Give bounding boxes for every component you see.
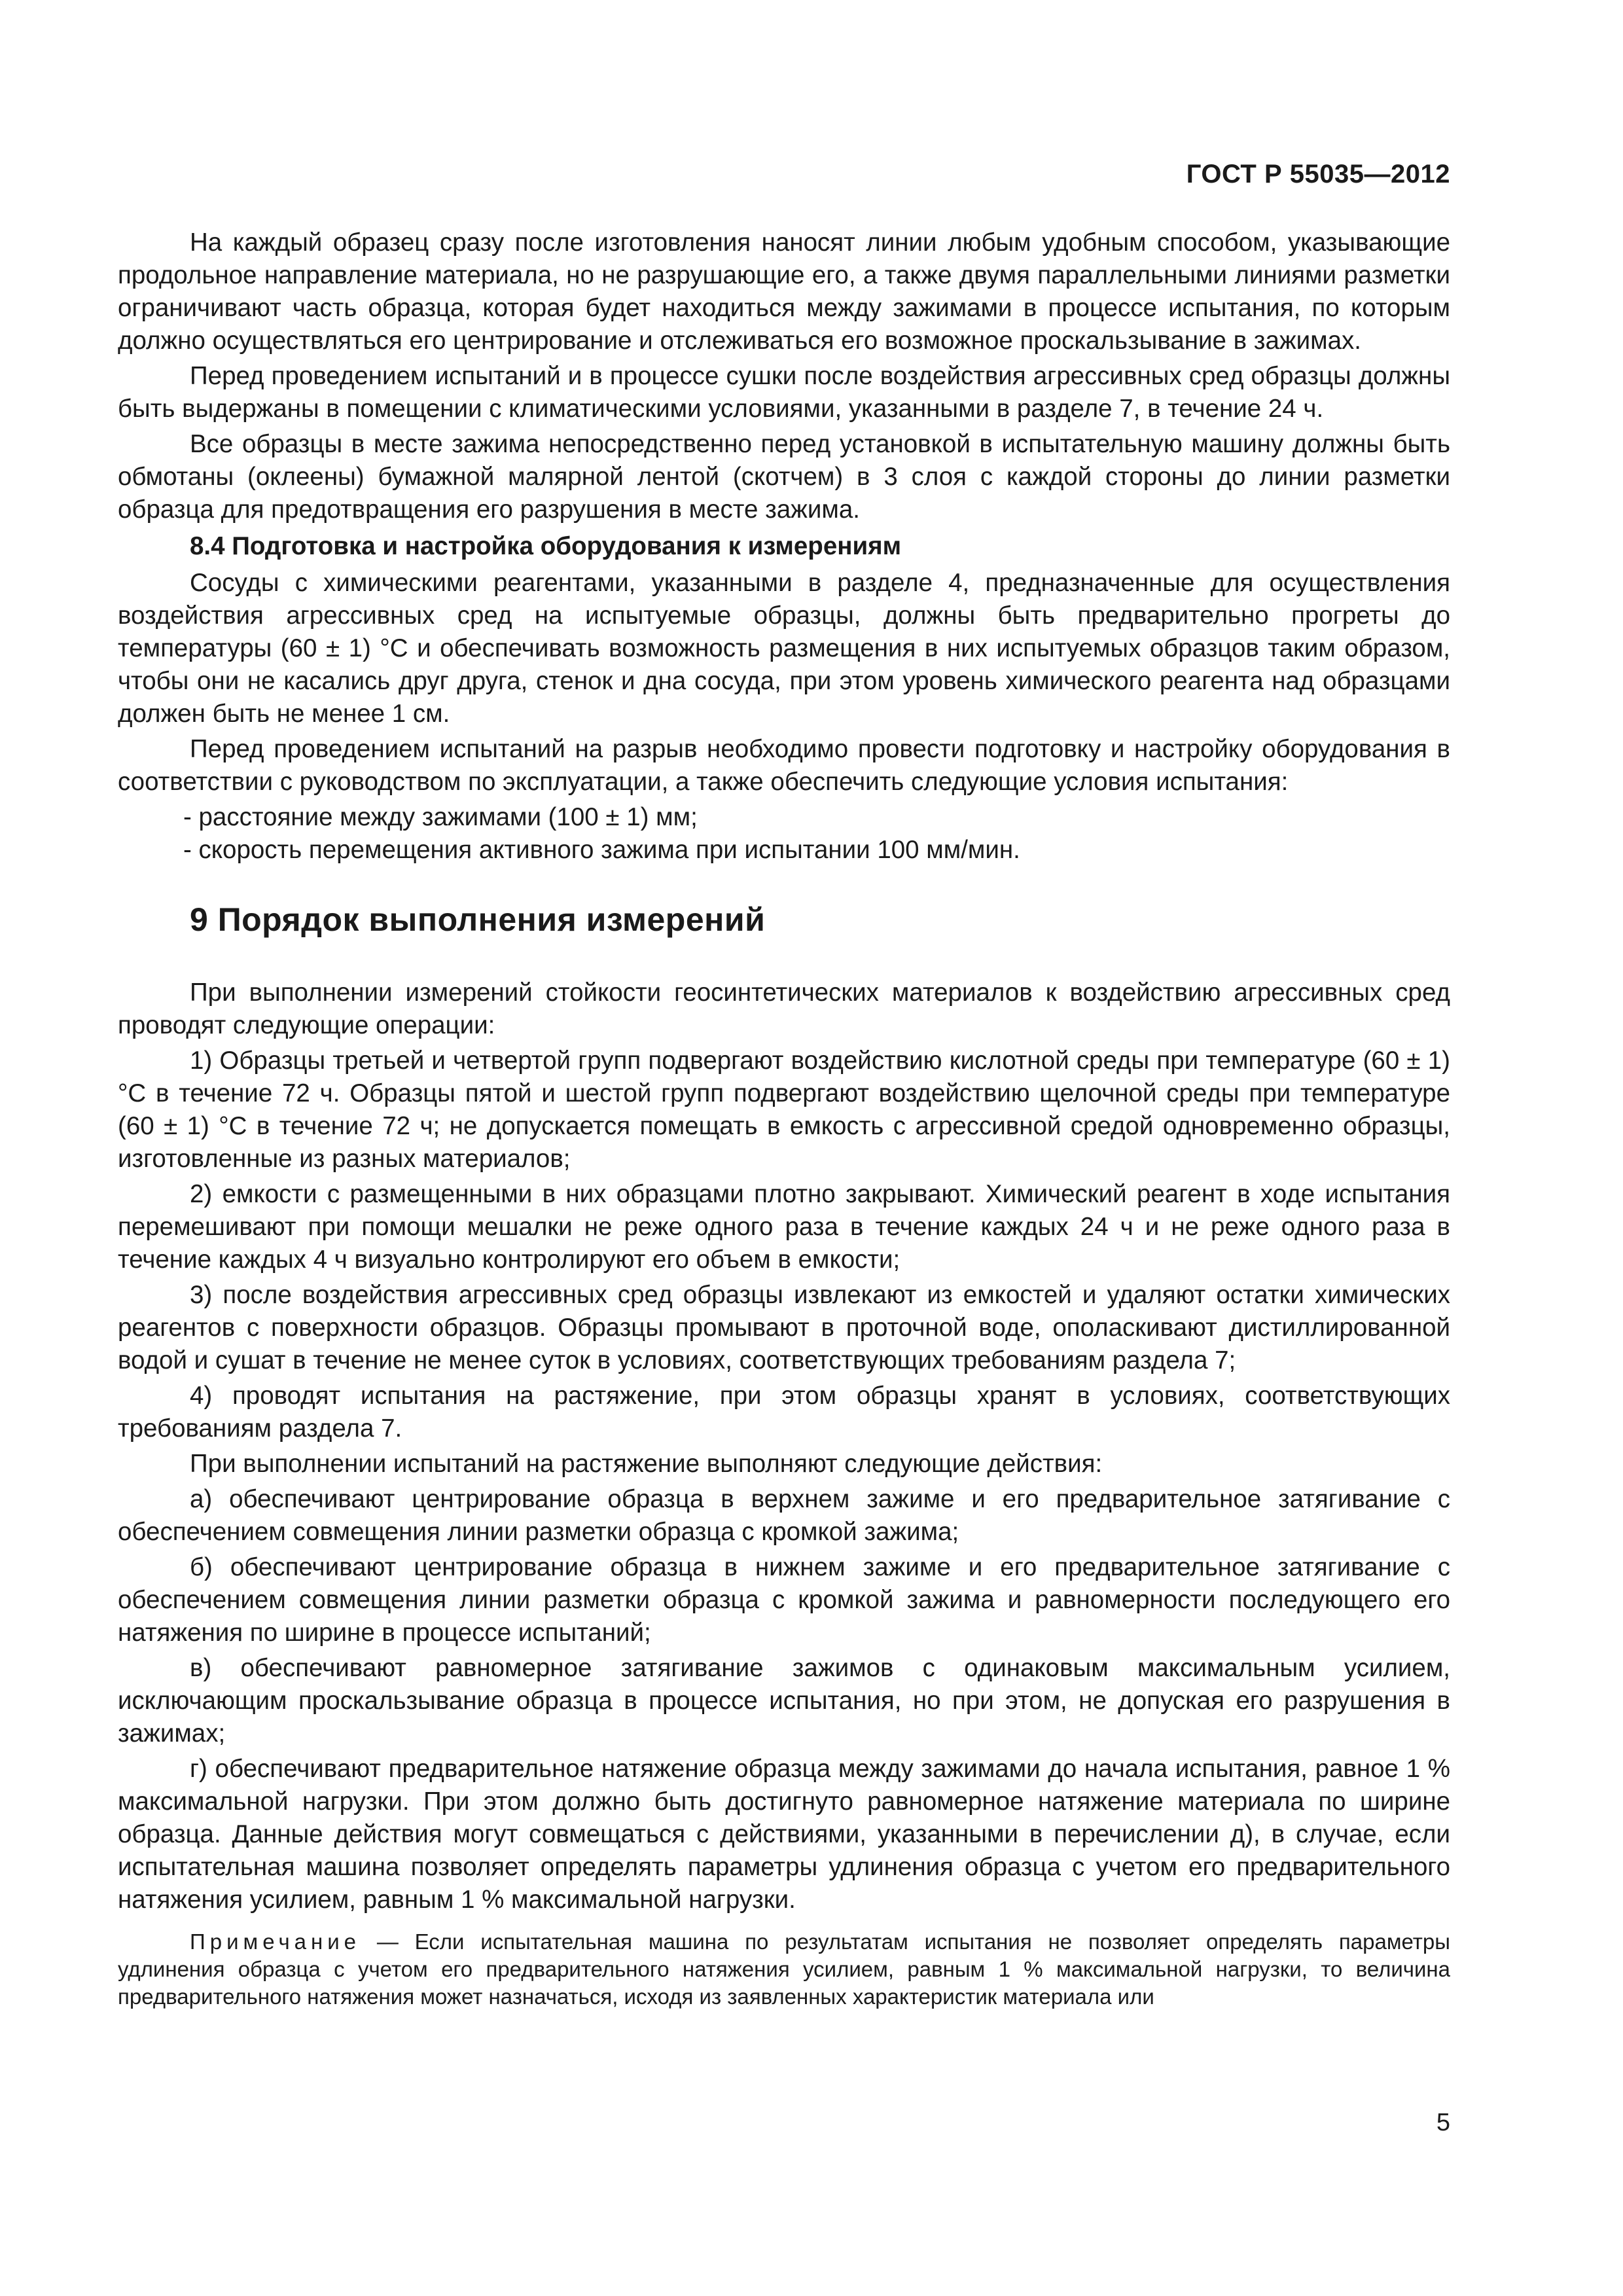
section-9-paragraph: 3) после воздействия агрессивных сред образцы извлекают из емкостей и удаляют остатки химических реагентов с поверхности образцов. Образцы промывают в проточной воде, ополаскивают дистиллированной водой и сушат в течение не менее суток в условиях, соответствующих требованиям раздела 7;: [118, 1281, 1450, 1374]
note-paragraph: [118, 1928, 1450, 2011]
page-number: 5: [1436, 2109, 1450, 2136]
intro-paragraph-2: Перед проведением испытаний и в процессе сушки после воздействия агрессивных сред образцы должны быть выдержаны в помещении с климатическими условиями, указанными в разделе 7, в течение 24 ч.: [118, 362, 1450, 423]
list-item: - скорость перемещения активного зажима при испытании 100 мм/мин.: [183, 836, 1020, 864]
section-9-paragraph: 4) проводят испытания на растяжение, при этом образцы хранят в условиях, соответствующих требованиям раздела 7.: [118, 1382, 1450, 1443]
intro-paragraph-1: На каждый образец сразу после изготовления наносят линии любым удобным способом, указывающие продольное направление материала, но не разрушающие его, а также двумя параллельными линиями разметки ограничивают часть образца, которая будет находиться между зажимами в процессе испытания, по которым должно осуществляться его центрирование и отслеживаться его возможное проскальзывание в зажимах.: [118, 228, 1450, 355]
section-9-paragraph: б) обеспечивают центрирование образца в нижнем зажиме и его предварительное затягивание с обеспечением совмещения линии разметки образца с кромкой зажима и равномерности последующего его натяжения по ширине в процессе испытаний;: [118, 1553, 1450, 1647]
section-8-4-paragraph-1: Сосуды с химическими реагентами, указанными в разделе 4, предназначенные для осуществления воздействия агрессивных сред на испытуемые образцы, должны быть предварительно прогреты до температуры (60 ± 1) °С и обеспечивать возможность размещения в них испытуемых образцов таким образом, чтобы они не касались друг друга, стенок и дна сосуда, при этом уровень химического реагента над образцами должен быть не менее 1 см.: [118, 569, 1450, 728]
section-9-paragraph: При выполнении измерений стойкости геосинтетических материалов к воздействию агрессивных сред проводят следующие операции:: [118, 978, 1450, 1039]
section-9-paragraph: в) обеспечивают равномерное затягивание зажимов с одинаковым максимальным усилием, исключающим проскальзывание образца в процессе испытания, но при этом, не допуская его разрушения в зажимах;: [118, 1654, 1450, 1748]
document-header: ГОСТ Р 55035—2012: [1186, 160, 1450, 188]
note-text: — Если испытательная машина по результатам испытания не позволяет определять параметры удлинения образца с учетом его предварительного натяжения усилием, равным 1 % максимальной нагрузки, то величина предварительного натяжения может назначаться, исходя из заявленных характеристик материала или: [118, 1929, 1450, 2009]
intro-paragraph-3: Все образцы в месте зажима непосредственно перед установкой в испытательную машину должны быть обмотаны (оклеены) бумажной малярной лентой (скотчем) в 3 слоя с каждой стороны до линии разметки образца для предотвращения его разрушения в месте зажима.: [118, 430, 1450, 524]
list-item: - расстояние между зажимами (100 ± 1) мм;: [183, 803, 698, 831]
note-label: Примечание: [190, 1929, 361, 1954]
section-8-4-paragraph-2: Перед проведением испытаний на разрыв необходимо провести подготовку и настройку оборудования в соответствии с руководством по эксплуатации, а также обеспечить следующие условия испытания:: [118, 735, 1450, 796]
document-body: [118, 226, 1450, 2013]
section-8-4-heading: 8.4 Подготовка и настройка оборудования к измерениям: [190, 532, 902, 560]
section-9-paragraph: а) обеспечивают центрирование образца в верхнем зажиме и его предварительное затягивание с обеспечением совмещения линии разметки образца с кромкой зажима;: [118, 1485, 1450, 1546]
section-9-paragraph: 1) Образцы третьей и четвертой групп подвергают воздействию кислотной среды при температуре (60 ± 1) °С в течение 72 ч. Образцы пятой и шестой групп подвергают воздействию щелочной среды при температуре (60 ± 1) °С в течение 72 ч; не допускается помещать в емкость с агрессивной средой одновременно образцы, изготовленные из разных материалов;: [118, 1047, 1450, 1173]
section-9-heading: 9 Порядок выполнения измерений: [190, 901, 766, 938]
section-9-paragraph: При выполнении испытаний на растяжение выполняют следующие действия:: [190, 1450, 1103, 1478]
section-9-paragraph: 2) емкости с размещенными в них образцами плотно закрывают. Химический реагент в ходе испытания перемешивают при помощи мешалки не реже одного раза в течение каждых 24 ч и не реже одного раза в течение каждых 4 ч визуально контролируют его объем в емкости;: [118, 1180, 1450, 1274]
section-9-paragraph: г) обеспечивают предварительное натяжение образца между зажимами до начала испытания, равное 1 % максимальной нагрузки. При этом должно быть достигнуто равномерное натяжение материала по ширине образца. Данные действия могут совмещаться с действиями, указанными в перечислении д), в случае, если испытательная машина позволяет определять параметры удлинения образца с учетом его предварительного натяжения усилием, равным 1 % максимальной нагрузки.: [118, 1755, 1450, 1914]
